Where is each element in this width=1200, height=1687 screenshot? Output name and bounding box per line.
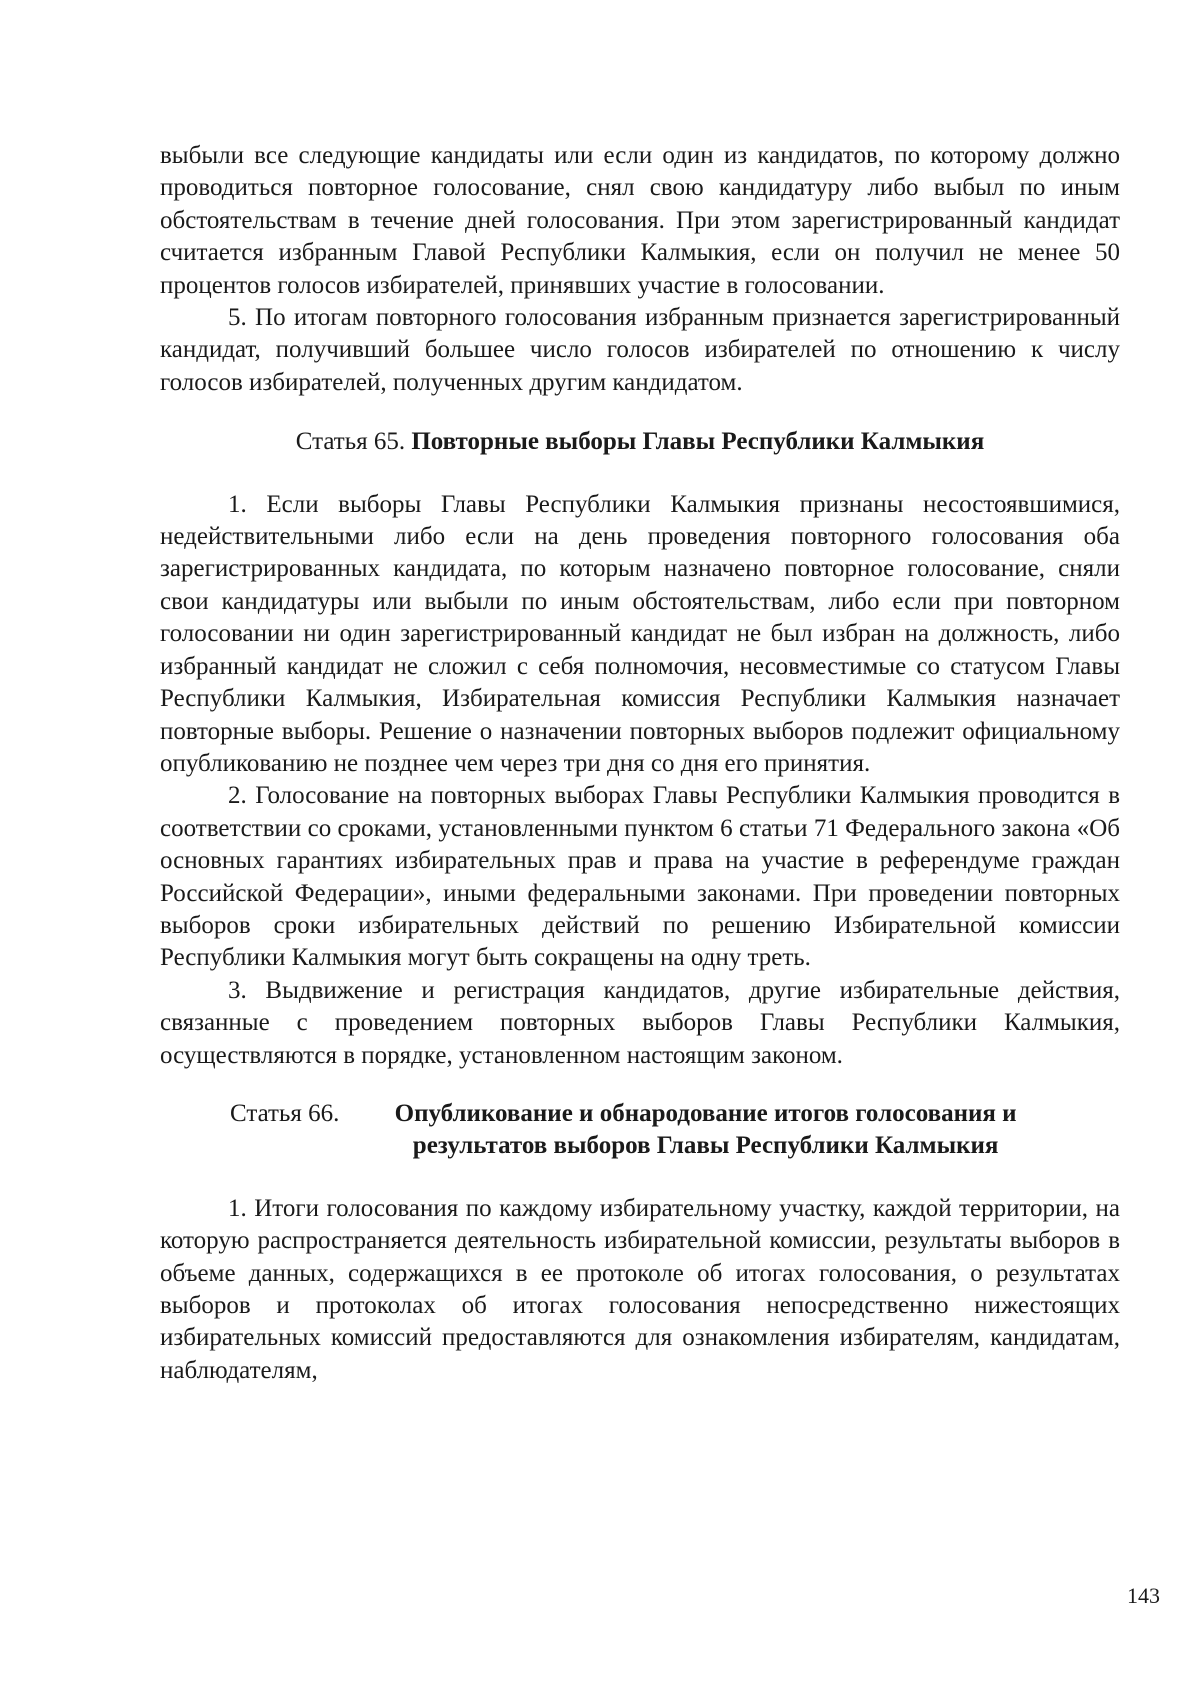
article-66-title: Опубликование и обнародование итогов голосования и результатов выборов Главы Республики Калмыкия <box>394 1099 1017 1160</box>
page-number: 143 <box>1127 1583 1160 1608</box>
article-65-heading <box>160 426 1120 458</box>
article-65-paragraph-3: 3. Выдвижение и регистрация кандидатов, другие избирательные действия, связанные с проведением повторных выборов Главы Республики Калмыкия, осуществляются в порядке, установленном настоящим законом. <box>160 976 1120 1069</box>
article-66-paragraph-1: 1. Итоги голосования по каждому избирательному участку, каждой территории, на которую распространяется деятельность избирательной комиссии, результаты выборов в объеме данных, содержащихся в ее протоколе об итогах голосования, о результатах выборов и протоколах об итогах голосования непосредственно нижестоящих избирательных комиссий предоставляются для ознакомления избирателям, кандидатам, наблюдателям, <box>160 1194 1120 1384</box>
paragraph-continuation: выбыли все следующие кандидаты или если один из кандидатов, по которому должно проводиться повторное голосование, снял свою кандидатуру либо выбыл по иным обстоятельствам в течение дней голосования. При этом зарегистрированный кандидат считается избранным Главой Республики Калмыкия, если он получил не менее 50 процентов голосов избирателей, принявших участие в голосовании. <box>160 142 1120 299</box>
paragraph-item-5: 5. По итогам повторного голосования избранным признается зарегистрированный кандидат, получивший большее число голосов избирателей по отношению к числу голосов избирателей, полученных другим кандидатом. <box>160 304 1120 396</box>
article-65-prefix: Статья 65. <box>295 428 412 456</box>
article-66-prefix: Статья 66. <box>230 1099 346 1127</box>
article-66-heading <box>160 1098 1120 1163</box>
article-65-title: Повторные выборы Главы Республики Калмыкия <box>411 428 985 456</box>
article-65-paragraph-2: 2. Голосование на повторных выборах Главы Республики Калмыкия проводится в соответствии со сроками, установленными пунктом 6 статьи 71 Федерального закона «Об основных гарантиях избирательных прав и права на участие в референдуме граждан Российской Федерации», иными федеральными законами. При проведении повторных выборов сроки избирательных действий по решению Избирательной комиссии Республики Калмыкия могут быть сокращены на одну треть. <box>160 782 1120 972</box>
document-page <box>160 140 1120 1387</box>
article-65-paragraph-1: 1. Если выборы Главы Республики Калмыкия признаны несостоявшимися, недействительными либо если на день проведения повторного голосования оба зарегистрированных кандидата, по которым назначено повторное голосование, сняли свои кандидатуры или выбыли по иным обстоятельствам, либо если при повторном голосовании ни один зарегистрированный кандидат не был избран на должность, либо избранный кандидат не сложил с себя полномочия, несовместимые со статусом Главы Республики Калмыкия, Избирательная комиссия Республики Калмыкия назначает повторные выборы. Решение о назначении повторных выборов подлежит официальному опубликованию не позднее чем через три дня со дня его принятия. <box>160 490 1120 777</box>
